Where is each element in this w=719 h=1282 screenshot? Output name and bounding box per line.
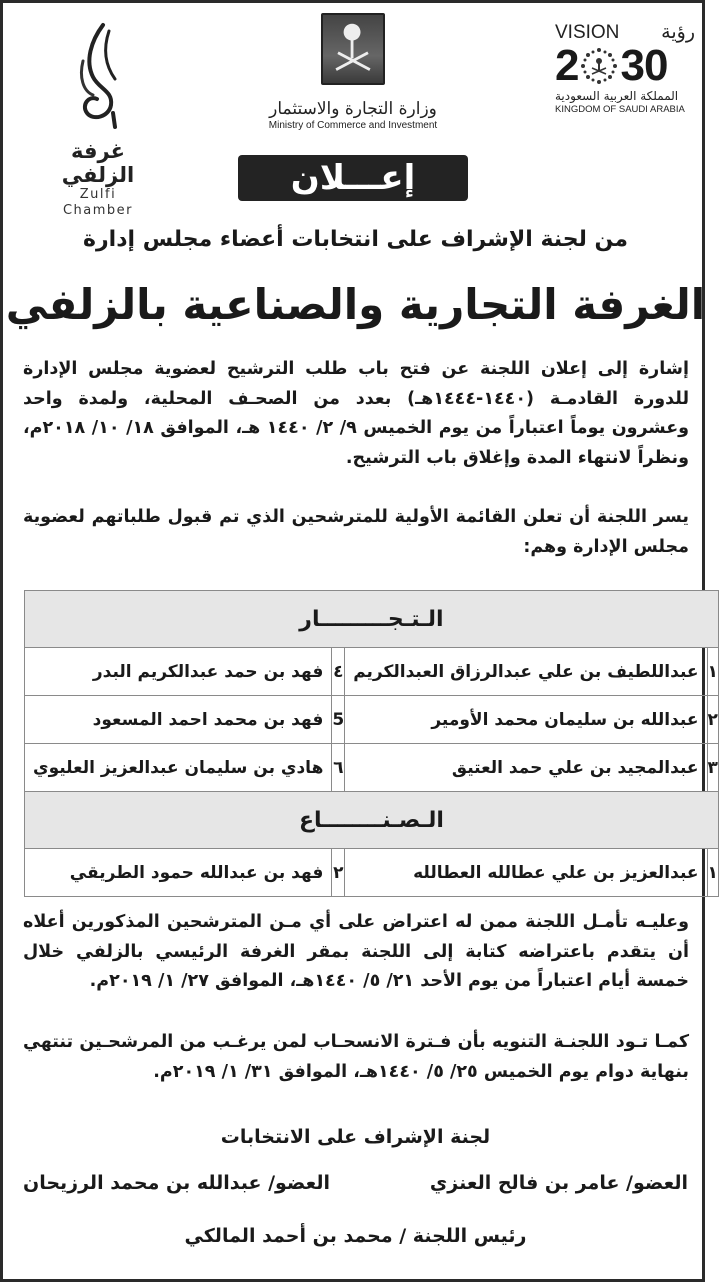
candidates-table [24, 590, 719, 897]
row-number: ٢ [332, 849, 345, 897]
saudi-emblem-icon [321, 13, 385, 85]
announcement-subtitle: من لجنة الإشراف على انتخابات أعضاء مجلس إدارة [83, 227, 628, 252]
table-row [25, 744, 719, 792]
committee-heading: لجنة الإشراف على الانتخابات [220, 1126, 491, 1148]
withdrawal-paragraph: كمـا تـود اللجنـة التنويه بأن فـترة الانسحـاب لمن يرغـب من المرشحـين تنتهي بنهاية دوام يوم الخميس ٢٥/ ٥/ ١٤٤٠هـ، الموافق ٣١/ ١/ ٢٠١٩م. [23, 1032, 689, 1082]
row-number: ١ [707, 648, 718, 696]
zulfi-chamber-logo [43, 21, 153, 219]
committee-member-1: العضو/ عامر بن فالح العنزي [429, 1172, 688, 1194]
row-number: ٤ [332, 648, 345, 696]
kingdom-name-english: KINGDOM OF SAUDI ARABIA [555, 104, 685, 115]
vision-star-icon [579, 46, 619, 86]
row-number: ١ [707, 849, 718, 897]
zulfi-logo-english: Zulfi Chamber [62, 187, 134, 218]
section-title: الـتـجـــــــــار [25, 591, 719, 648]
vision-label-arabic: رؤية [661, 22, 695, 43]
section-title: الـصـنــــــــاع [25, 792, 719, 849]
zulfi-calligraphy-icon [63, 21, 133, 131]
announcement-title: الغرفة التجارية والصناعية بالزلفي [5, 280, 706, 329]
table-row [25, 849, 719, 897]
vision-label: VISION [555, 22, 620, 43]
row-number: ٢ [707, 696, 718, 744]
kingdom-name-arabic: المملكة العربية السعودية [555, 89, 679, 103]
ministry-name-english: Ministry of Commerce and Investment [268, 120, 438, 131]
zulfi-logo-arabic: غرفة الزلفي [61, 139, 135, 187]
table-row [25, 648, 719, 696]
objection-paragraph: وعليـه تأمـل اللجنة ممن له اعتراض على أي مـن المترشحين المذكورين أعلاه أن يتقدم باعتراضه كتابة إلى اللجنة بمقر الغرفة الرئيسي بالزلفي خلال خمسة أيام اعتباراً من يوم الأحد ٢١/ ٥/ ١٤٤٠هـ، الموافق ٢٧/ ١/ ٢٠١٩م. [23, 912, 689, 991]
candidates-intro-paragraph: يسر اللجنة أن تعلن القائمة الأولية للمترشحين الذي تم قبول طلباتهم لعضوية مجلس الإدارة وهم: [23, 507, 689, 557]
candidate-name: عبدالمجيد بن علي حمد العتيق [345, 744, 707, 792]
committee-chair: رئيس اللجنة / محمد بن أحمد المالكي [184, 1225, 527, 1247]
announcement-banner: إعـــلان [238, 155, 468, 201]
candidate-name: فهد بن عبدالله حمود الطريقي [25, 849, 332, 897]
candidate-name: هادي بن سليمان عبدالعزيز العليوي [25, 744, 332, 792]
vision-2030-logo [555, 23, 695, 116]
candidate-name: فهد بن حمد عبدالكريم البدر [25, 648, 332, 696]
year-digit-2: 2 [555, 41, 579, 90]
vision-year [555, 43, 695, 89]
section-header-industrialists [25, 792, 719, 849]
candidate-name: عبداللطيف بن علي عبدالرزاق العبدالكريم [345, 648, 707, 696]
table-row [25, 696, 719, 744]
committee-member-2: العضو/ عبدالله بن محمد الرزيحان [23, 1172, 331, 1194]
ministry-name-arabic: وزارة التجارة والاستثمار [269, 99, 437, 119]
intro-paragraph: إشارة إلى إعلان اللجنة عن فتح باب طلب الترشيح لعضوية مجلس الإدارة للدورة القادمـة (١٤٤٠-١٤٤٤هـ) بعدد من الصحـف المحلية، ولمدة واحد وعشرون يوماً اعتباراً من يوم الخميس ٩/ ٢/ ١٤٤٠ هـ، الموافق ١٨/ ١٠/ ٢٠١٨م، ونظراً لانتهاء المدة وإغلاق باب الترشيح. [23, 359, 690, 468]
row-number: ٦ [332, 744, 345, 792]
year-digits-30: 30 [620, 41, 668, 90]
candidate-name: عبدالله بن سليمان محمد الأومير [345, 696, 707, 744]
row-number: 5 [332, 696, 345, 744]
candidate-name: فهد بن محمد احمد المسعود [25, 696, 332, 744]
candidate-name: عبدالعزيز بن علي عطالله العطالله [345, 849, 707, 897]
committee-members [23, 1168, 688, 1198]
section-header-merchants [25, 591, 719, 648]
ministry-logo [253, 13, 453, 132]
row-number: ٣ [707, 744, 718, 792]
